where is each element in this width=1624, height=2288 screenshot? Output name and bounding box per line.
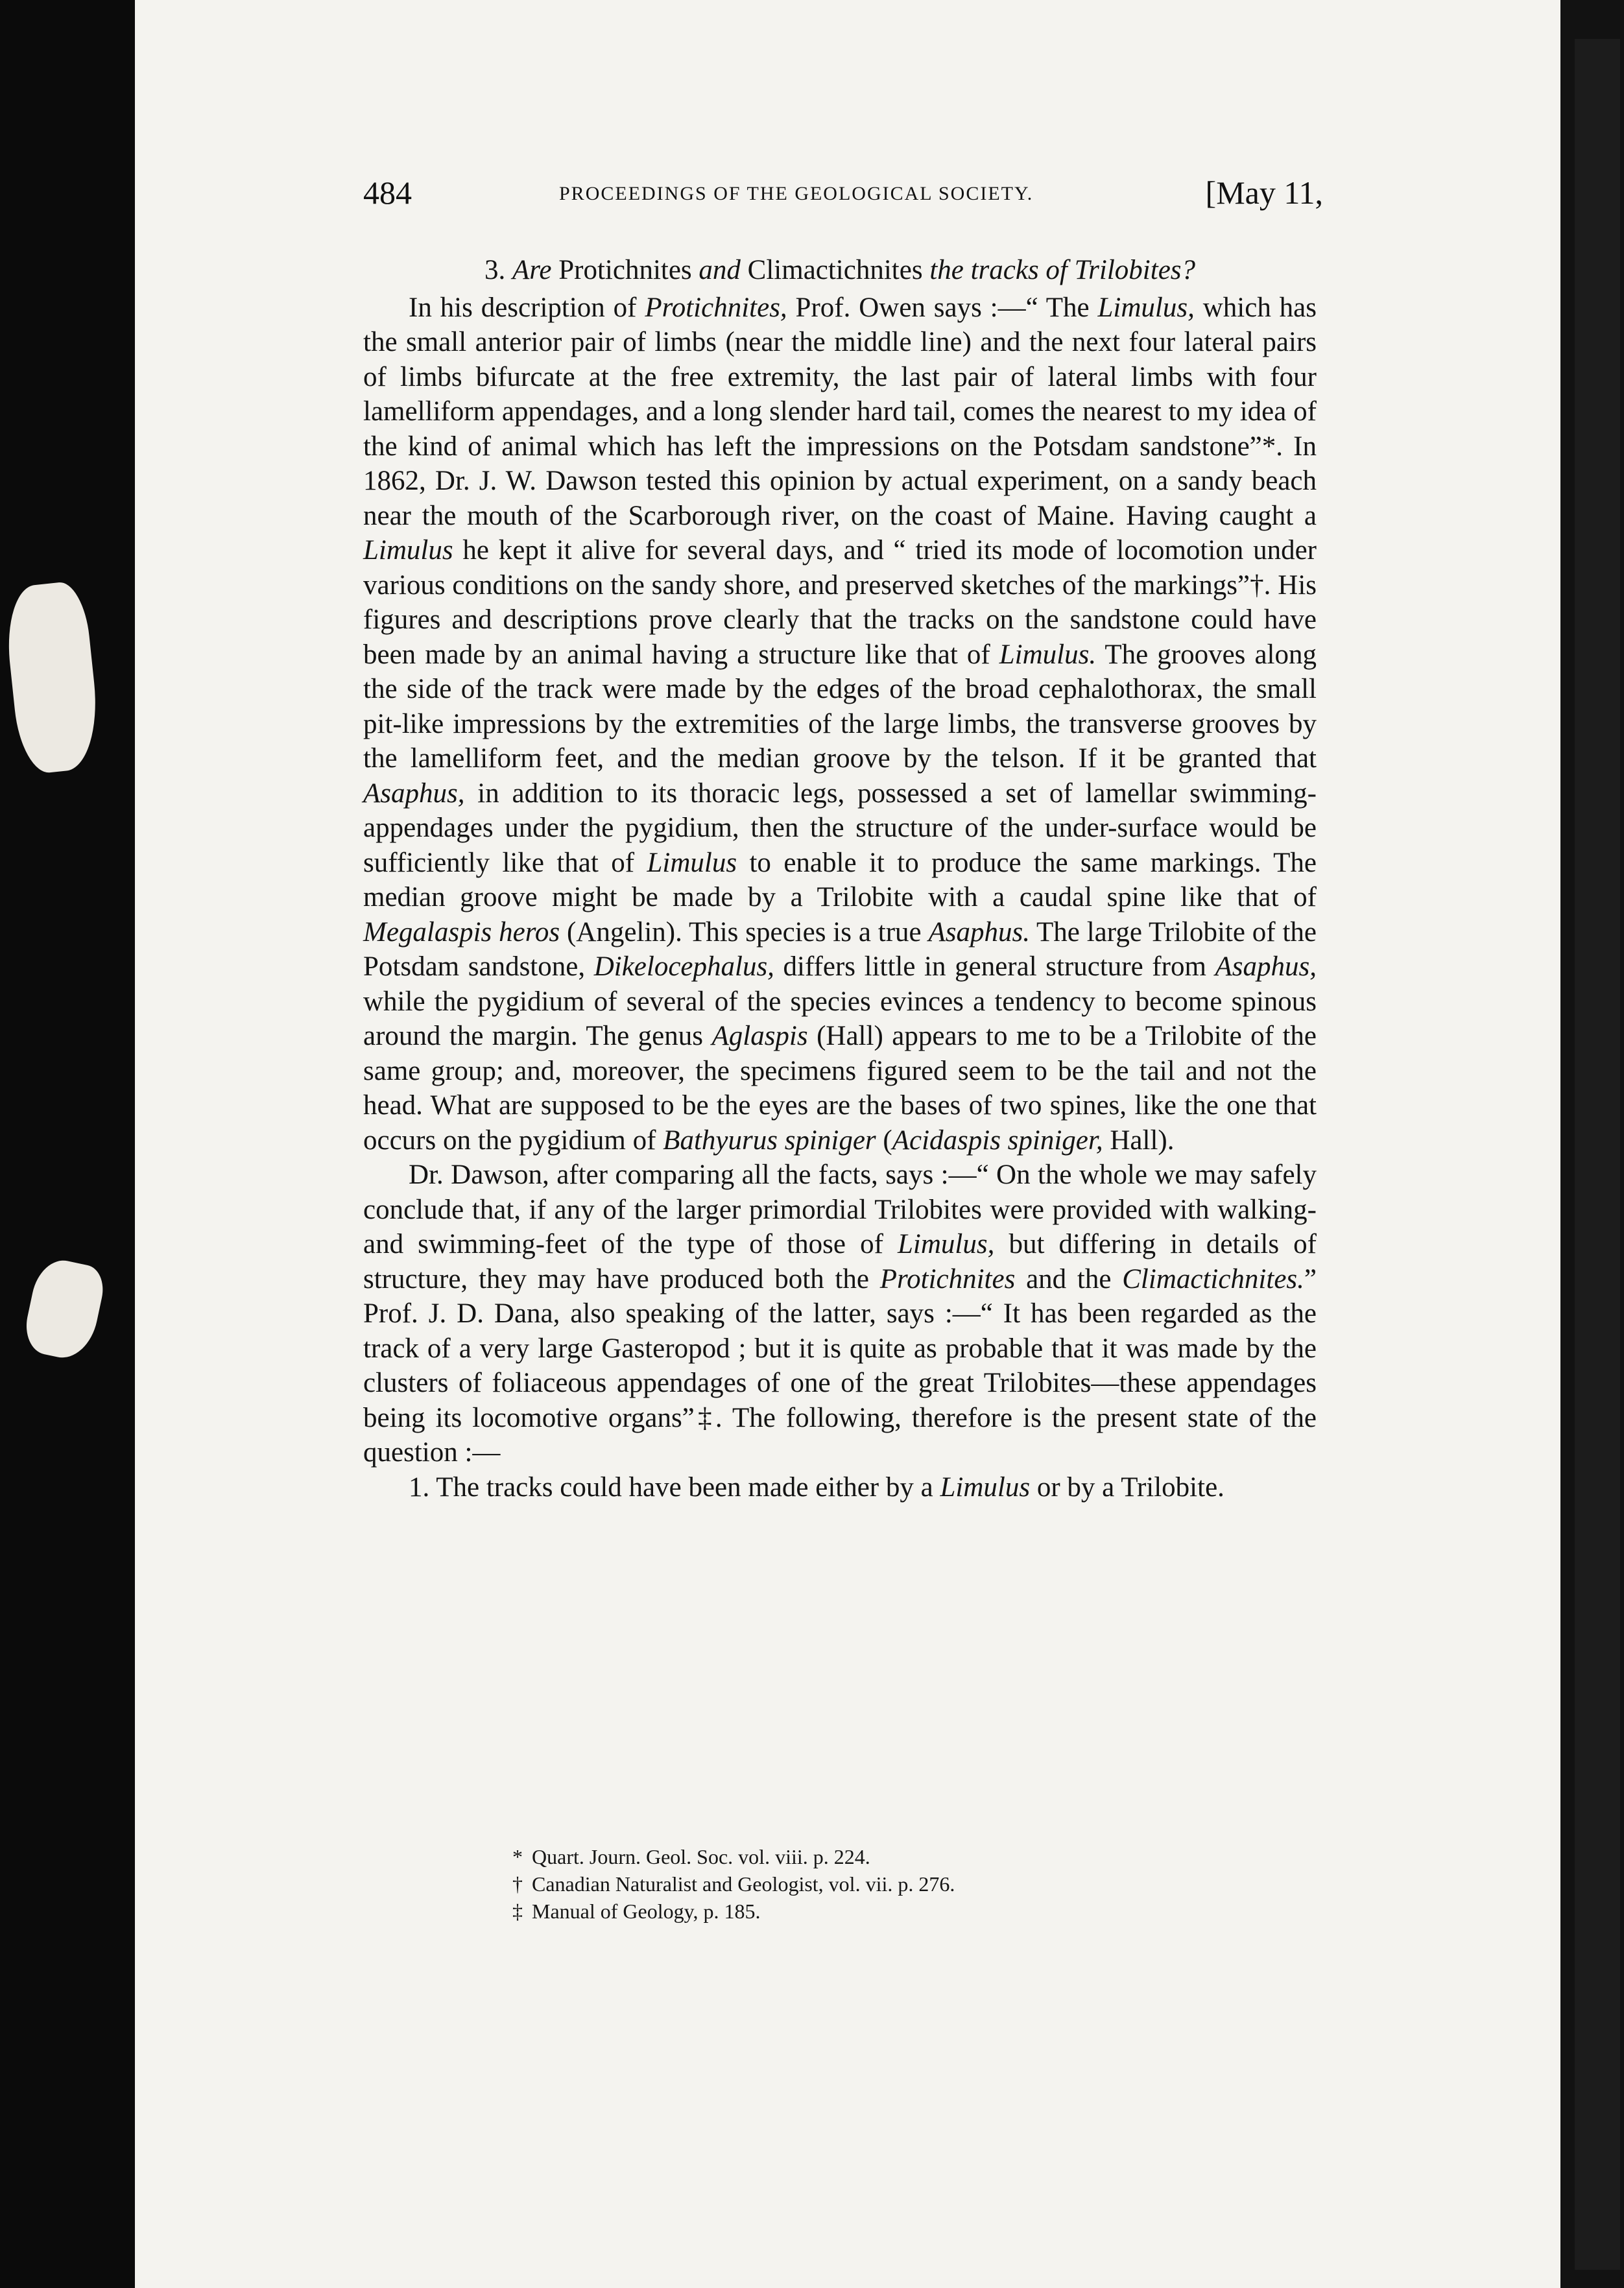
page-header bbox=[363, 174, 1323, 219]
paragraph-2: Dr. Dawson, after comparing all the facts, says :—“ On the whole we may safely conclude that, if any of the larger primordial Trilobites were provided with walking- and swimming-feet of the type of those of Limulus, but differing in details of structure, they may have produced both the Protichnites and the Climactichnites.” Prof. J. D. Dana, also speaking of the latter, says :—“ It has been regarded as the track of a very large Gasteropod ; but it is quite as probable that it was made by the clusters of foliaceous appendages of one of the great Trilobites—these appendages being its locomotive organs”‡. The following, therefore is the present state of the question :— bbox=[363, 1160, 1317, 1468]
footnotes bbox=[512, 1843, 1291, 1925]
footnote-3: ‡ Manual of Geology, p. 185. bbox=[512, 1900, 761, 1923]
running-head: PROCEEDINGS OF THE GEOLOGICAL SOCIETY. bbox=[559, 183, 1034, 204]
footnote-2: † Canadian Naturalist and Geologist, vol. vii. p. 276. bbox=[512, 1872, 955, 1896]
paragraph-1: In his description of Protichnites, Prof. Owen says :—“ The Limulus, which has the small anterior pair of limbs (near the middle line) and the next four lateral pairs of limbs bifurcate at the free extremity, the last pair of lateral limbs with four lamelliform appendages, and a long slender hard tail, comes the nearest to my idea of the kind of animal which has left the impressions on the Potsdam sandstone”*. In 1862, Dr. J. W. Dawson tested this opinion by actual experiment, on a sandy beach near the mouth of the Scarborough river, on the coast of Maine. Having caught a Limulus he kept it alive for several days, and “ tried its mode of locomotion under various conditions on the sandy shore, and preserved sketches of the markings”†. His figures and descriptions prove clearly that the tracks on the sandstone could have been made by an animal having a structure like that of Limulus. The grooves along the side of the track were made by the edges of the broad cephalothorax, the small pit-like impressions by the extremities of the large limbs, the transverse grooves by the lamelliform feet, and the median groove by the telson. If it be granted that Asaphus, in addition to its thoracic legs, possessed a set of lamellar swimming-appendages under the pygidium, then the structure of the under-surface would be sufficiently like that of Limulus to enable it to produce the same markings. The median groove might be made by a Trilobite with a caudal spine like that of Megalaspis heros (Angelin). This species is a true Asaphus. The large Trilobite of the Potsdam sandstone, Dikelocephalus, differs little in general structure from Asaphus, while the pygidium of several of the species evinces a tendency to become spinous around the margin. The genus Aglaspis (Hall) appears to me to be a Trilobite of the same group; and, moreover, the specimens figured seem to be the tail and not the head. What are supposed to be the eyes are the bases of two spines, like the one that occurs on the pygidium of Bathyurus spiniger (Acidaspis spiniger, Hall). bbox=[363, 292, 1317, 1156]
paper-fragment-left bbox=[2, 580, 103, 776]
footnote-1: * Quart. Journ. Geol. Soc. vol. viii. p. 224. bbox=[512, 1845, 870, 1868]
book-edge-inner bbox=[1575, 39, 1620, 2270]
list-item-1: 1. The tracks could have been made either by a Limulus or by a Trilobite. bbox=[409, 1472, 1224, 1503]
body-text bbox=[363, 253, 1317, 1505]
page-number: 484 bbox=[363, 174, 412, 211]
header-date: [May 11, bbox=[1205, 174, 1323, 211]
section-heading: 3. Are Protichnites and Climactichnites the tracks of Trilobites? bbox=[484, 255, 1196, 285]
paper-fragment-lower bbox=[21, 1256, 108, 1364]
